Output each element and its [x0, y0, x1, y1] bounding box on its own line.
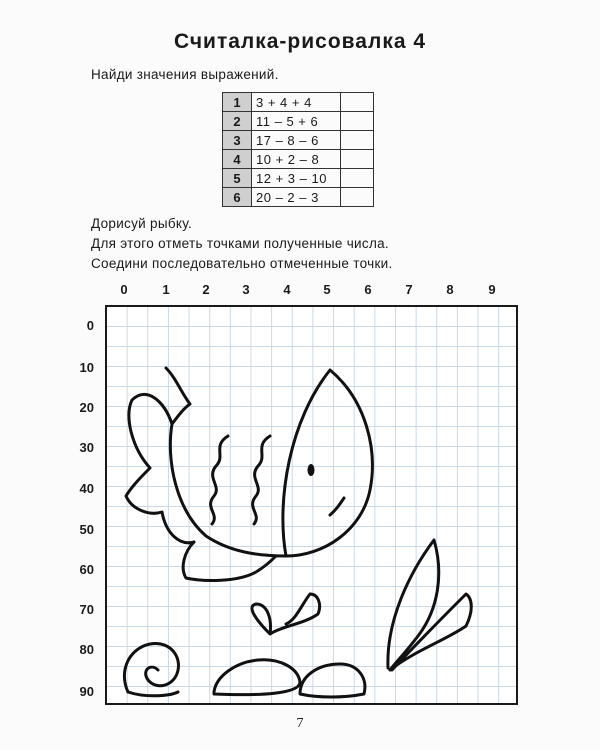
snail-shell [124, 643, 178, 692]
stone [300, 664, 365, 697]
x-tick-label: 7 [405, 282, 413, 297]
row-number: 5 [223, 169, 252, 188]
fish-eye [308, 464, 315, 476]
row-number: 6 [223, 188, 252, 207]
seaweed [388, 540, 471, 670]
worksheet-title: Считалка-рисовалка 4 [173, 30, 427, 53]
instruction-draw-fish: Дорисуй рыбку. [91, 216, 192, 231]
y-tick-label: 0 [86, 318, 94, 333]
fish-mouth [330, 498, 344, 515]
x-tick-label: 1 [162, 282, 170, 297]
expression: 17 – 8 – 6 [252, 131, 341, 150]
y-tick-label: 60 [79, 562, 94, 577]
instruction-find-values: Найди значения выражений. [91, 67, 279, 82]
y-tick-label: 10 [79, 360, 94, 375]
y-tick-label: 40 [79, 481, 94, 496]
row-number: 1 [223, 93, 252, 112]
row-number: 2 [223, 112, 252, 131]
x-tick-label: 3 [242, 282, 250, 297]
x-tick-label: 8 [446, 282, 454, 297]
expression: 3 + 4 + 4 [252, 93, 341, 112]
stone [214, 660, 300, 695]
fish-scales [253, 436, 270, 524]
y-tick-label: 50 [79, 522, 94, 537]
fish-head [283, 370, 372, 556]
expression: 20 – 2 – 3 [252, 188, 341, 207]
fish-belly [170, 424, 286, 556]
expression: 12 + 3 – 10 [252, 169, 341, 188]
fish-scales [211, 436, 228, 524]
row-number: 3 [223, 131, 252, 150]
x-tick-label: 2 [202, 282, 210, 297]
y-tick-label: 80 [79, 642, 94, 657]
expression: 10 + 2 – 8 [252, 150, 341, 169]
y-tick-label: 70 [79, 602, 94, 617]
instruction-mark-points: Для этого отметь точками полученные числа. [91, 236, 389, 251]
x-tick-label: 4 [283, 282, 291, 297]
row-number: 4 [223, 150, 252, 169]
page-number: 7 [296, 716, 304, 731]
small-fin [252, 594, 320, 634]
x-tick-label: 0 [120, 282, 128, 297]
fish-tail [126, 368, 194, 543]
x-tick-label: 5 [323, 282, 331, 297]
expression: 11 – 5 + 6 [252, 112, 341, 131]
snail-base [128, 692, 178, 696]
y-tick-label: 90 [79, 684, 94, 699]
x-tick-label: 6 [364, 282, 372, 297]
instruction-connect-points: Соедини последовательно отмеченные точки. [91, 256, 393, 271]
x-tick-label: 9 [488, 282, 496, 297]
y-tick-label: 30 [79, 440, 94, 455]
y-tick-label: 20 [79, 400, 94, 415]
